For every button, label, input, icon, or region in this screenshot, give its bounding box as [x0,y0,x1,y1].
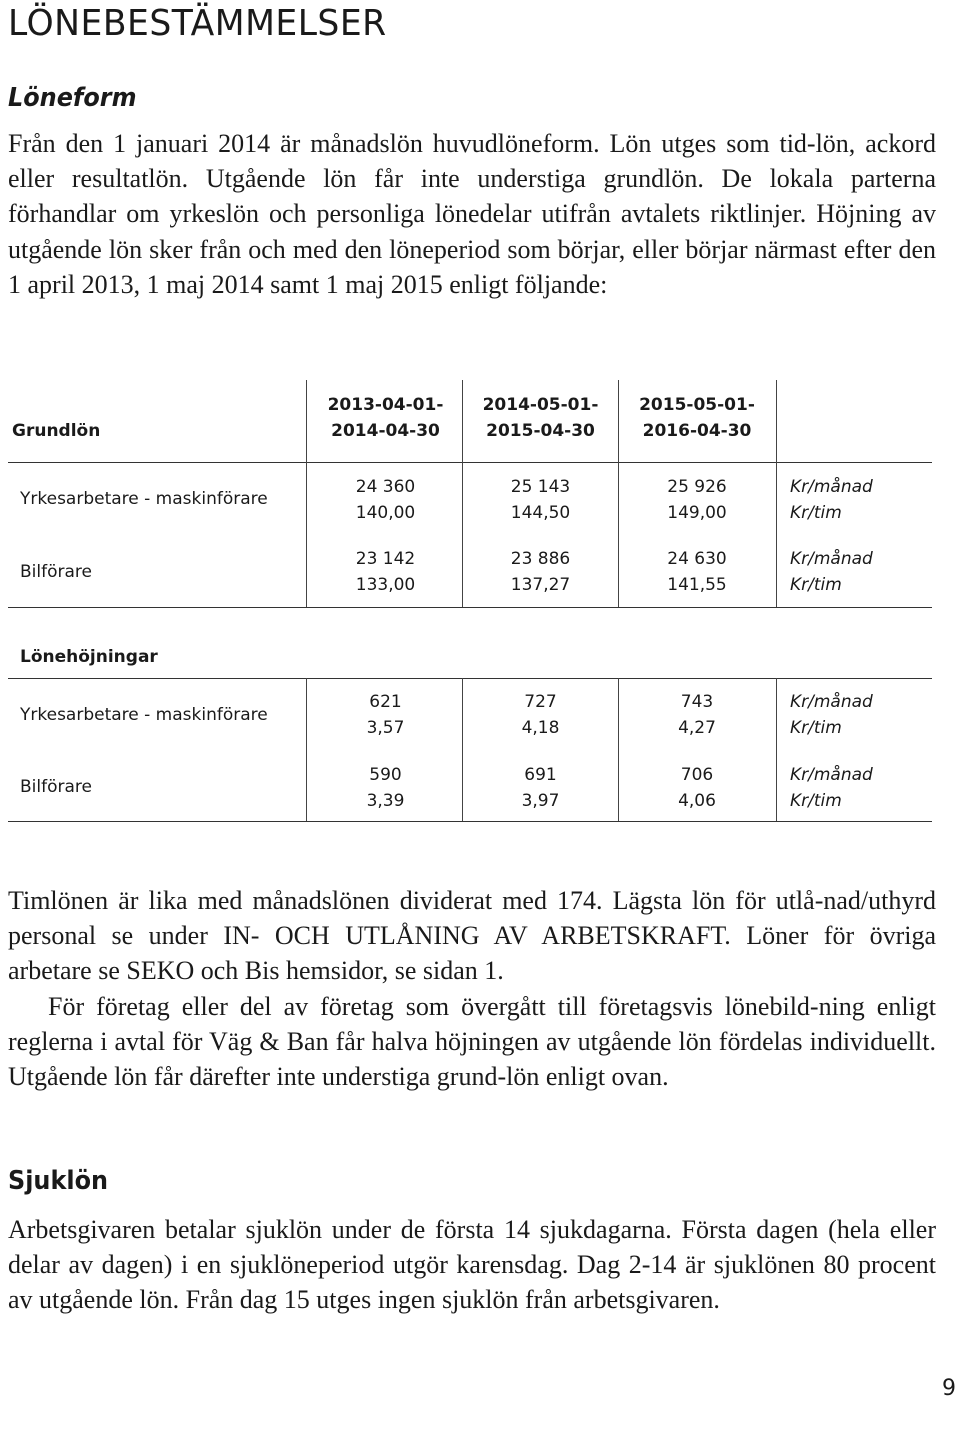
page-number: 9 [942,1376,956,1401]
col-divider [462,380,463,462]
timlon-paragraph: Timlönen är lika med månadslönen dividerat med 174. Lägsta lön för utlå-nad/uthyrd personal se under IN- OCH UTLÅNING AV ARBETSKRAFT. Löner för övriga arbetare se SEKO och Bis hemsidor, se sidan 1. [8,886,936,986]
value-cell: 24 360 140,00 [355,477,416,523]
unit-cell: Kr/månad Kr/tim [790,765,873,811]
value-cell: 23 886 137,27 [510,549,571,595]
row-header-grundlon: Grundlön [12,421,101,441]
row-label: Bilförare [20,777,92,797]
value-cell: 727 4,18 [521,692,560,738]
value-cell: 24 630 141,55 [667,549,727,595]
row-label: Yrkesarbetare - maskinförare [20,705,268,725]
table-rule [8,821,932,822]
period-header-3: 2015-05-01- 2016-04-30 [639,395,755,441]
col-divider [618,678,619,821]
foretag-paragraph: För företag eller del av företag som övergått till företagsvis lönebild-ning enligt reglerna i avtal för Väg & Ban får halva höjningen av utgående lön fördelas individuellt. Utgående lön får därefter inte understiga grund-lön enligt ovan. [8,991,936,1092]
sjuklon-paragraph: Arbetsgivaren betalar sjuklön under de första 14 sjukdagarna. Första dagen (hela eller delar av dagen) i en sjuklöneperiod utgör karensdag. Dag 2-14 är sjuklönen 80 procent av utgående lön. Från dag 15 utges ingen sjuklön från arbetsgivaren. [8,1215,936,1315]
section-heading-sjuklon: Sjuklön [8,1166,109,1196]
salary-table [8,380,932,830]
row-label: Bilförare [20,562,92,582]
col-divider [618,380,619,462]
col-divider [776,678,777,821]
value-cell: 706 4,06 [678,765,716,811]
unit-cell: Kr/månad Kr/tim [790,477,873,523]
unit-cell: Kr/månad Kr/tim [790,549,873,595]
row-label: Yrkesarbetare - maskinförare [20,489,268,509]
section-heading-loneform: Löneform [8,83,137,113]
col-divider [306,678,307,821]
period-header-1: 2013-04-01- 2014-04-30 [327,395,444,441]
timlon-paragraphs [8,883,936,1094]
col-divider [776,462,777,607]
value-cell: 621 3,57 [366,692,405,738]
col-divider [462,678,463,821]
value-cell: 590 3,39 [366,765,405,811]
table-rule [8,678,932,679]
section-header-lonehojningar: Lönehöjningar [20,647,158,667]
value-cell: 25 926 149,00 [667,477,727,523]
unit-cell: Kr/månad Kr/tim [790,692,873,738]
loneform-paragraph: Från den 1 januari 2014 är månadslön huvudlöneform. Lön utges som tid-lön, ackord eller resultatlön. Utgående lön får inte understiga grundlön. De lokala parterna förhandlar om yrkeslön och personliga lönedelar utifrån avtalets riktlinjer. Höjning av utgående lön sker från och med den löneperiod som börjar, eller börjar närmast efter den 1 april 2013, 1 maj 2014 samt 1 maj 2015 enligt följande: [8,129,936,299]
period-header-2: 2014-05-01- 2015-04-30 [482,395,599,441]
value-cell: 25 143 144,50 [510,477,571,523]
col-divider [462,462,463,607]
table-rule [8,607,932,608]
col-divider [776,380,777,462]
value-cell: 23 142 133,00 [355,549,416,595]
value-cell: 743 4,27 [678,692,716,738]
value-cell: 691 3,97 [521,765,560,811]
col-divider [306,462,307,607]
page-title: LÖNEBESTÄMMELSER [8,3,387,44]
table-rule [8,462,932,463]
col-divider [306,380,307,462]
col-divider [618,462,619,607]
